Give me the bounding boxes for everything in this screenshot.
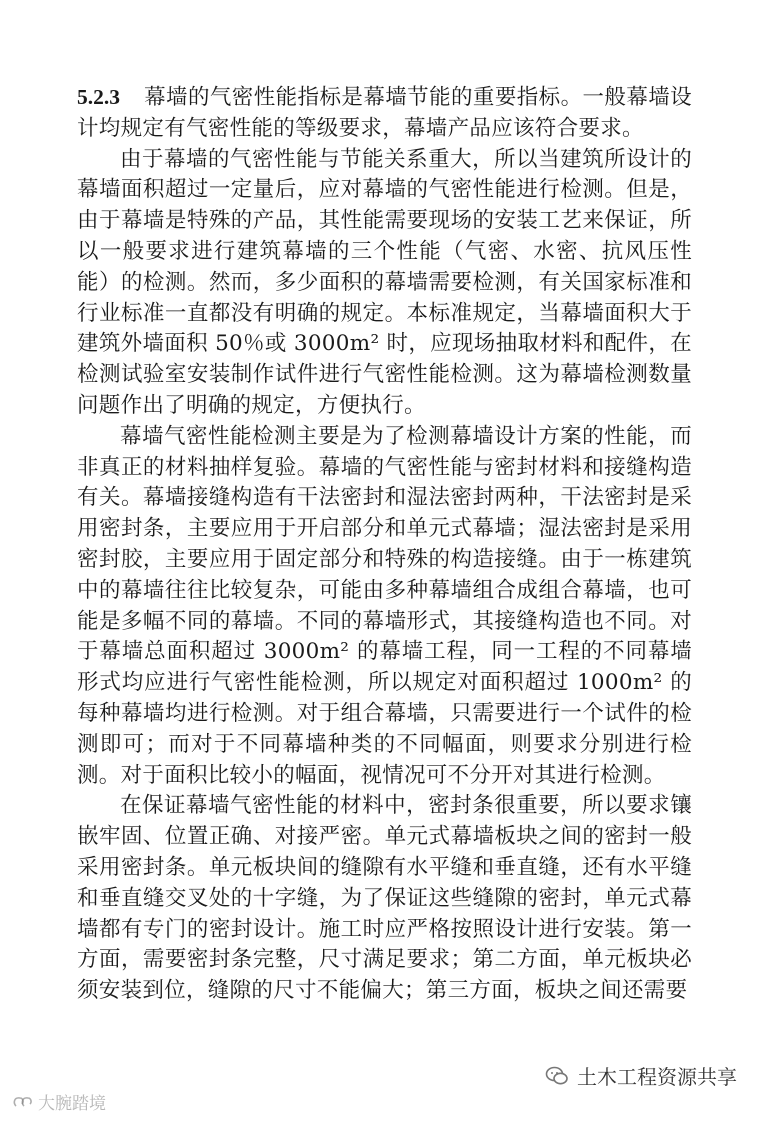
document-body — [77, 82, 692, 1007]
paragraph: 幕墙气密性能检测主要是为了检测幕墙设计方案的性能，而非真正的材料抽样复验。幕墙的气密性能与密封材料和接缝构造有关。幕墙接缝构造有干法密封和湿法密封两种，干法密封是采用密封条，主要应用于开启部分和单元式幕墙；湿法密封是采用密封胶，主要应用于固定部分和特殊的构造接缝。由于一栋建筑中的幕墙往往比较复杂，可能由多种幕墙组合成组合幕墙，也可能是多幅不同的幕墙。不同的幕墙形式，其接缝构造也不同。对于幕墙总面积超过 3000m² 的幕墙工程，同一工程的不同幕墙形式均应进行气密性能检测，所以规定对面积超过 1000m² 的每种幕墙均进行检测。对于组合幕墙，只需要进行一个试件的检测即可；而对于不同幕墙种类的不同幅面，则要求分别进行检测。对于面积比较小的幅面，视情况可不分开对其进行检测。 — [77, 423, 692, 788]
wechat-watermark — [545, 1061, 737, 1090]
paragraph-text: 幕墙的气密性能指标是幕墙节能的重要指标。一般幕墙设计均规定有气密性能的等级要求，幕墙产品应该符合要求。 — [77, 85, 692, 141]
brand-mark-text: 大腕踏境 — [38, 1094, 106, 1114]
clause-number: 5.2.3 — [77, 85, 120, 109]
brand-watermark — [12, 1089, 106, 1114]
wechat-account-name: 土木工程资源共享 — [577, 1065, 737, 1089]
brand-logo-icon — [12, 1094, 34, 1110]
wechat-icon — [545, 1064, 569, 1088]
paragraph: 在保证幕墙气密性能的材料中，密封条很重要，所以要求镶嵌牢固、位置正确、对接严密。单元式幕墙板块之间的密封一般采用密封条。单元板块间的缝隙有水平缝和垂直缝，还有水平缝和垂直缝交叉处的十字缝，为了保证这些缝隙的密封，单元式幕墙都有专门的密封设计。施工时应严格按照设计进行安装。第一方面，需要密封条完整，尺寸满足要求；第二方面，单元板块必须安装到位，缝隙的尺寸不能偏大；第三方面，板块之间还需要 — [77, 793, 692, 1004]
paragraph-clause — [77, 82, 692, 145]
paragraph: 由于幕墙的气密性能与节能关系重大，所以当建筑所设计的幕墙面积超过一定量后，应对幕墙的气密性能进行检测。但是，由于幕墙是特殊的产品，其性能需要现场的安装工艺来保证，所以一般要求进行建筑幕墙的三个性能（气密、水密、抗风压性能）的检测。然而，多少面积的幕墙需要检测，有关国家标准和行业标准一直都没有明确的规定。本标准规定，当幕墙面积大于建筑外墙面积 50％或 3000m² 时，应现场抽取材料和配件，在检测试验室安装制作试件进行气密性能检测。这为幕墙检测数量问题作出了明确的规定，方便执行。 — [77, 146, 692, 418]
